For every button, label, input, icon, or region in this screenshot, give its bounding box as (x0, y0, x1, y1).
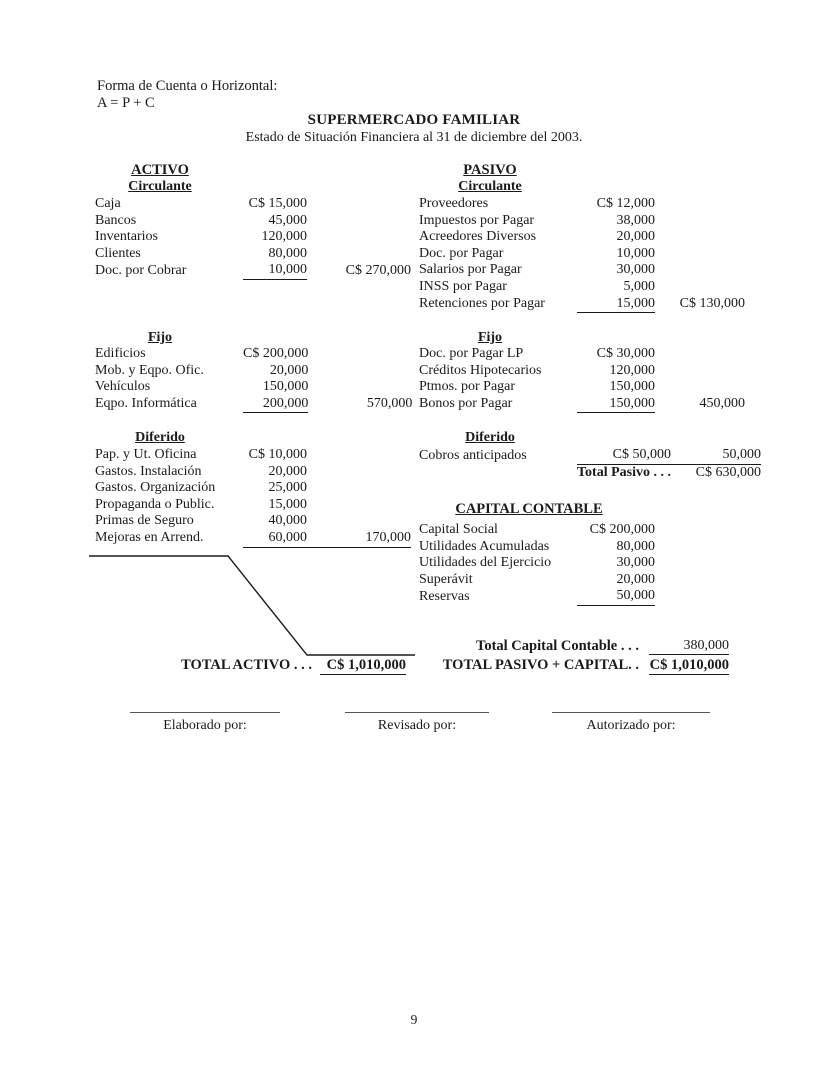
row-amount: 15,000 (268, 496, 307, 512)
row-subtotal (655, 346, 745, 363)
section-subtotal: 570,000 (366, 396, 413, 412)
row-amount: 10,000 (243, 262, 307, 279)
liabilities-diferido-table (419, 447, 761, 481)
row-amount: 150,000 (262, 379, 309, 395)
row-subtotal (308, 379, 412, 396)
row-label: Vehículos (95, 379, 151, 395)
row-label: Ptmos. por Pagar (419, 379, 516, 395)
row-subtotal (655, 572, 745, 589)
row-label: Superávit (419, 571, 473, 587)
row-subtotal (307, 480, 411, 497)
row-amount: 30,000 (616, 555, 655, 571)
row-amount: 5,000 (623, 278, 655, 294)
row-amount: 120,000 (609, 362, 655, 378)
row-subtotal (655, 246, 745, 263)
liabilities-fijo-table (419, 346, 745, 413)
section-subtotal: 50,000 (671, 447, 761, 464)
row-label: Salarios por Pagar (419, 262, 522, 278)
row-label: Bonos por Pagar (419, 396, 513, 412)
table-row (419, 196, 745, 213)
table-row (95, 229, 411, 246)
row-label: Propaganda o Public. (95, 496, 215, 512)
page-number: 9 (410, 1012, 418, 1027)
row-amount: C$ 12,000 (596, 196, 655, 211)
total-pasivo-value: C$ 630,000 (695, 464, 761, 480)
row-label: Acreedores Diversos (419, 229, 537, 245)
row-label: Eqpo. Informática (95, 396, 197, 412)
row-subtotal (307, 246, 411, 263)
grand-total-label: TOTAL PASIVO + CAPITAL. . (442, 657, 639, 673)
assets-circulante-heading: Circulante (128, 179, 192, 194)
capital-table (419, 522, 745, 606)
signature-autorizado (552, 712, 710, 734)
table-row (95, 262, 411, 279)
row-amount: C$ 200,000 (589, 522, 655, 537)
liabilities-circulante-heading: Circulante (458, 179, 522, 194)
row-amount: 38,000 (616, 212, 655, 228)
intro-line-1: Forma de Cuenta o Horizontal: (97, 78, 278, 94)
row-amount: C$ 50,000 (577, 447, 671, 464)
signature-revisado (345, 712, 489, 734)
intro-block (97, 78, 277, 112)
table-row (419, 296, 745, 313)
table-row (419, 588, 745, 605)
row-label: Reservas (419, 588, 470, 604)
row-label: Clientes (95, 245, 141, 261)
row-label: Caja (95, 196, 121, 211)
signature-rule (130, 712, 280, 713)
table-row (95, 447, 411, 464)
total-activo-value: C$ 1,010,000 (320, 657, 406, 675)
row-label: Bancos (95, 212, 137, 228)
row-subtotal (307, 196, 411, 213)
assets-diferido-heading: Diferido (135, 430, 185, 445)
table-row (419, 555, 745, 572)
row-amount: 200,000 (243, 396, 308, 413)
total-pasivo-label: Total Pasivo . . . (577, 464, 671, 480)
row-subtotal (655, 229, 745, 246)
table-row (95, 196, 411, 213)
row-amount: 80,000 (268, 245, 307, 261)
row-label: Utilidades del Ejercicio (419, 555, 552, 571)
row-subtotal (655, 379, 745, 396)
row-amount: 25,000 (268, 480, 307, 496)
row-amount: C$ 10,000 (248, 447, 307, 462)
row-subtotal (307, 447, 411, 464)
signature-elaborado (130, 712, 280, 734)
table-row (419, 213, 745, 230)
row-amount: 80,000 (616, 538, 655, 554)
row-amount: 150,000 (609, 379, 655, 395)
table-row (95, 513, 411, 530)
row-amount: C$ 15,000 (248, 196, 307, 211)
row-subtotal (307, 229, 411, 246)
table-row (419, 522, 745, 539)
row-amount: 20,000 (269, 362, 309, 378)
row-label: Impuestos por Pagar (419, 212, 535, 228)
table-row (419, 572, 745, 589)
table-row (95, 396, 412, 413)
signature-rule (345, 712, 489, 713)
row-label: Doc. por Cobrar (95, 262, 187, 278)
assets-heading: ACTIVO (131, 162, 189, 178)
row-label: Pap. y Ut. Oficina (95, 447, 197, 462)
table-row (95, 363, 412, 380)
row-label: Gastos. Organización (95, 480, 216, 496)
table-row (95, 379, 412, 396)
row-amount: 150,000 (577, 396, 655, 413)
row-subtotal (307, 497, 411, 514)
company-title: SUPERMERCADO FAMILIAR (307, 112, 521, 128)
liabilities-fijo-heading: Fijo (477, 330, 503, 345)
section-subtotal: 450,000 (699, 396, 745, 412)
row-subtotal (655, 522, 745, 539)
row-label: Retenciones por Pagar (419, 296, 545, 312)
intro-line-2: A = P + C (97, 95, 155, 111)
row-subtotal (307, 513, 411, 530)
signature-label: Autorizado por: (586, 718, 676, 733)
section-subtotal: C$ 130,000 (679, 296, 745, 312)
liabilities-heading: PASIVO (463, 162, 517, 178)
row-subtotal (655, 262, 745, 279)
total-capital-value: 380,000 (649, 638, 729, 655)
total-capital-label: Total Capital Contable . . . (475, 638, 639, 654)
row-subtotal (307, 213, 411, 230)
row-subtotal (655, 363, 745, 380)
row-amount: C$ 200,000 (243, 346, 309, 361)
row-label: Cobros anticipados (419, 447, 527, 463)
section-subtotal: C$ 270,000 (345, 262, 411, 278)
table-row (419, 363, 745, 380)
row-subtotal (655, 213, 745, 230)
row-label: Capital Social (419, 522, 498, 537)
signature-label: Revisado por: (377, 718, 457, 733)
table-row (419, 396, 745, 413)
row-label: Doc. por Pagar LP (419, 346, 524, 361)
total-activo-label: TOTAL ACTIVO . . . (181, 657, 312, 673)
table-row (95, 346, 412, 363)
table-row (95, 497, 411, 514)
row-amount: 20,000 (616, 571, 655, 587)
liabilities-circulante-table (419, 196, 745, 313)
capital-heading: CAPITAL CONTABLE (455, 501, 603, 517)
row-label: Primas de Seguro (95, 513, 194, 529)
row-label: Inventarios (95, 229, 158, 245)
row-amount: 50,000 (577, 588, 655, 605)
row-amount: 30,000 (616, 262, 655, 278)
row-subtotal (308, 363, 412, 380)
row-amount: 60,000 (243, 530, 307, 547)
row-amount: 45,000 (268, 212, 307, 228)
row-label: Proveedores (419, 196, 489, 211)
table-row (95, 246, 411, 263)
row-amount: 40,000 (268, 513, 307, 529)
row-label: INSS por Pagar (419, 278, 507, 294)
table-row (419, 262, 745, 279)
table-row (95, 480, 411, 497)
section-subtotal: 170,000 (307, 530, 411, 547)
row-label: Créditos Hipotecarios (419, 362, 542, 378)
row-amount: 120,000 (261, 229, 307, 245)
table-row (419, 279, 745, 296)
row-subtotal (655, 279, 745, 296)
row-label: Doc. por Pagar (419, 245, 504, 261)
liabilities-diferido-heading: Diferido (465, 430, 515, 445)
row-label: Mob. y Eqpo. Ofic. (95, 362, 204, 378)
row-amount: 20,000 (616, 229, 655, 245)
table-row (419, 447, 761, 464)
row-label: Mejoras en Arrend. (95, 530, 204, 546)
assets-fijo-heading: Fijo (147, 330, 173, 345)
assets-fijo-table (95, 346, 412, 413)
row-amount: 15,000 (577, 296, 655, 313)
statement-subtitle: Estado de Situación Financiera al 31 de diciembre del 2003. (245, 130, 583, 145)
grand-total-value: C$ 1,010,000 (649, 657, 729, 673)
table-row (419, 379, 745, 396)
row-subtotal (307, 464, 411, 481)
row-subtotal (308, 346, 412, 363)
row-label: Gastos. Instalación (95, 463, 202, 479)
table-row (95, 464, 411, 481)
row-amount: 10,000 (616, 245, 655, 261)
row-subtotal (655, 588, 745, 605)
assets-circulante-table (95, 196, 411, 280)
row-label: Edificios (95, 346, 146, 361)
signature-rule (552, 712, 710, 713)
row-subtotal (655, 539, 745, 556)
row-label: Utilidades Acumuladas (419, 538, 550, 554)
table-row (419, 246, 745, 263)
table-row (95, 213, 411, 230)
row-amount: 20,000 (268, 463, 307, 479)
assets-diferido-table (95, 447, 411, 548)
row-subtotal (655, 196, 745, 213)
signature-label: Elaborado por: (163, 718, 247, 733)
table-row (419, 346, 745, 363)
table-row (419, 464, 761, 481)
table-row (419, 229, 745, 246)
row-amount: C$ 30,000 (596, 346, 655, 361)
table-row (419, 539, 745, 556)
table-row (95, 530, 411, 547)
row-subtotal (655, 555, 745, 572)
